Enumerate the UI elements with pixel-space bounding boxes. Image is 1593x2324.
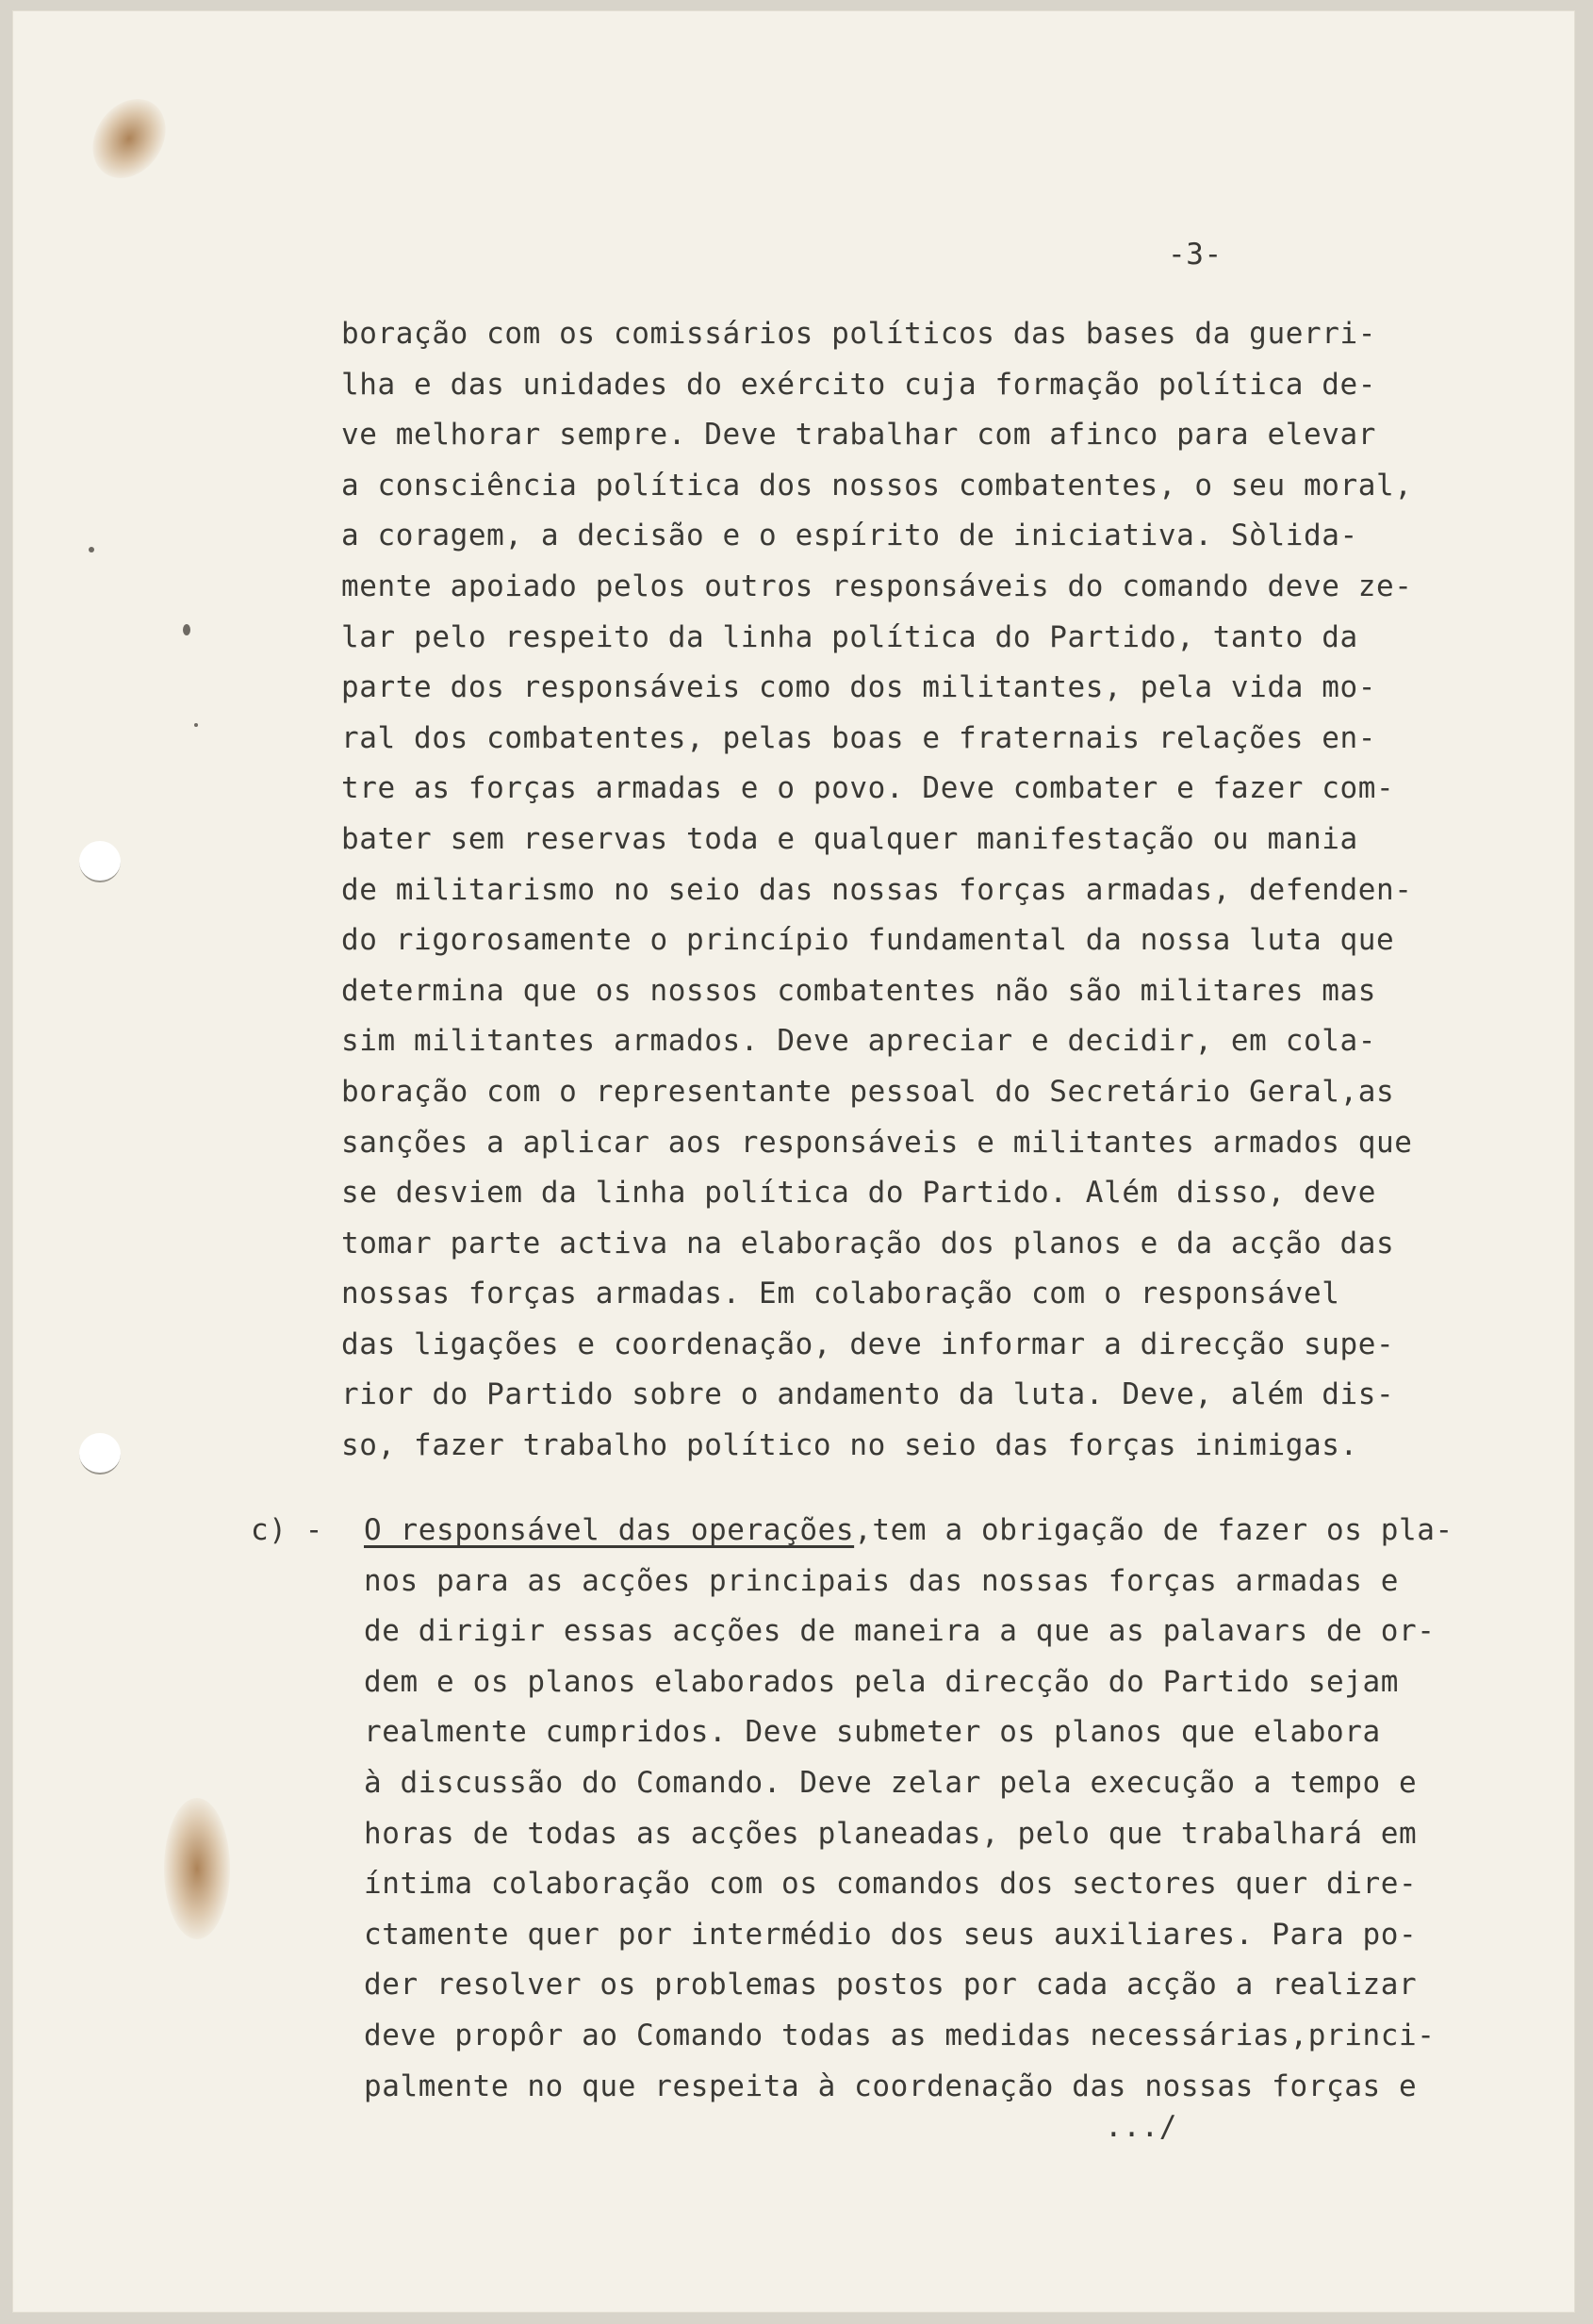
text-line-first <box>251 1506 1453 1557</box>
underlined-heading: O responsável das operações <box>364 1513 855 1547</box>
document-page <box>13 11 1574 2312</box>
punch-hole-lower <box>79 1433 121 1475</box>
text-line: do rigorosamente o princípio fundamental da nossa luta que <box>341 923 1395 958</box>
text-line: tomar parte activa na elaboração dos planos e da acção das <box>341 1226 1395 1261</box>
text-line: nossas forças armadas. Em colaboração com o responsável <box>341 1277 1340 1311</box>
text-line: íntima colaboração com os comandos dos sectores quer dire- <box>364 1867 1418 1902</box>
rust-stain-top <box>78 85 181 192</box>
rust-stain-bottom <box>164 1798 230 1939</box>
text-line: ctamente quer por intermédio dos seus auxiliares. Para po- <box>364 1917 1418 1952</box>
item-marker: c) - <box>251 1513 324 1547</box>
text-line: ral dos combatentes, pelas boas e fraternais relações en- <box>341 720 1377 755</box>
page-number: -3- <box>1168 238 1223 272</box>
text-line: de militarismo no seio das nossas forças armadas, defenden- <box>341 872 1413 907</box>
text-line: lar pelo respeito da linha política do Partido, tanto da <box>341 619 1358 654</box>
speck <box>89 547 94 552</box>
text-line: a consciência política dos nossos combatentes, o seu moral, <box>341 468 1413 503</box>
text-line: realmente cumpridos. Deve submeter os planos que elabora <box>364 1715 1381 1750</box>
text-line: lha e das unidades do exército cuja formação política de- <box>341 367 1377 402</box>
continued-marker: .../ <box>1105 2110 1178 2144</box>
text-line: rior do Partido sobre o andamento da luta. Deve, além dis- <box>341 1377 1395 1412</box>
text-line: dem e os planos elaborados pela direcção do Partido sejam <box>364 1664 1400 1699</box>
text-line: sim militantes armados. Deve apreciar e decidir, em cola- <box>341 1024 1377 1059</box>
text-line: ve melhorar sempre. Deve trabalhar com afinco para elevar <box>341 418 1377 453</box>
text-line: sanções a aplicar aos responsáveis e militantes armados que <box>341 1125 1413 1160</box>
text-line: à discussão do Comando. Deve zelar pela execução a tempo e <box>364 1765 1418 1800</box>
text-line: so, fazer trabalho político no seio das forças inimigas. <box>341 1428 1358 1463</box>
speck <box>183 624 190 635</box>
text-line: mente apoiado pelos outros responsáveis do comando deve ze- <box>341 569 1413 603</box>
text-line: se desviem da linha política do Partido. Além disso, deve <box>341 1176 1377 1211</box>
paragraph-c-body <box>251 1557 1453 2113</box>
text-line: a coragem, a decisão e o espírito de iniciativa. Sòlida- <box>341 519 1358 553</box>
text-line: boração com o representante pessoal do Secretário Geral,as <box>341 1074 1395 1109</box>
punch-hole-upper <box>79 841 121 882</box>
text-line: nos para as acções principais das nossas forças armadas e <box>364 1563 1400 1598</box>
paragraph-b <box>341 309 1413 1472</box>
text-line: parte dos responsáveis como dos militantes, pela vida mo- <box>341 670 1377 705</box>
text-line: deve propôr ao Comando todas as medidas necessárias,princi- <box>364 2018 1436 2052</box>
text-line: de dirigir essas acções de maneira a que as palavars de or- <box>364 1614 1436 1649</box>
text-line: horas de todas as acções planeadas, pelo que trabalhará em <box>364 1816 1418 1851</box>
text-line: der resolver os problemas postos por cada acção a realizar <box>364 1968 1418 2003</box>
speck <box>194 723 198 727</box>
text-line: determina que os nossos combatentes não são militares mas <box>341 973 1377 1008</box>
text-line: bater sem reservas toda e qualquer manifestação ou mania <box>341 821 1358 856</box>
paragraph-c <box>251 1506 1453 2112</box>
first-line-rest: ,tem a obrigação de fazer os pla- <box>854 1513 1453 1547</box>
text-line: das ligações e coordenação, deve informar a direcção supe- <box>341 1327 1395 1361</box>
text-line: boração com os comissários políticos das bases da guerri- <box>341 317 1377 351</box>
text-line: palmente no que respeita à coordenação das nossas forças e <box>364 2069 1418 2103</box>
text-line: tre as forças armadas e o povo. Deve combater e fazer com- <box>341 771 1395 806</box>
